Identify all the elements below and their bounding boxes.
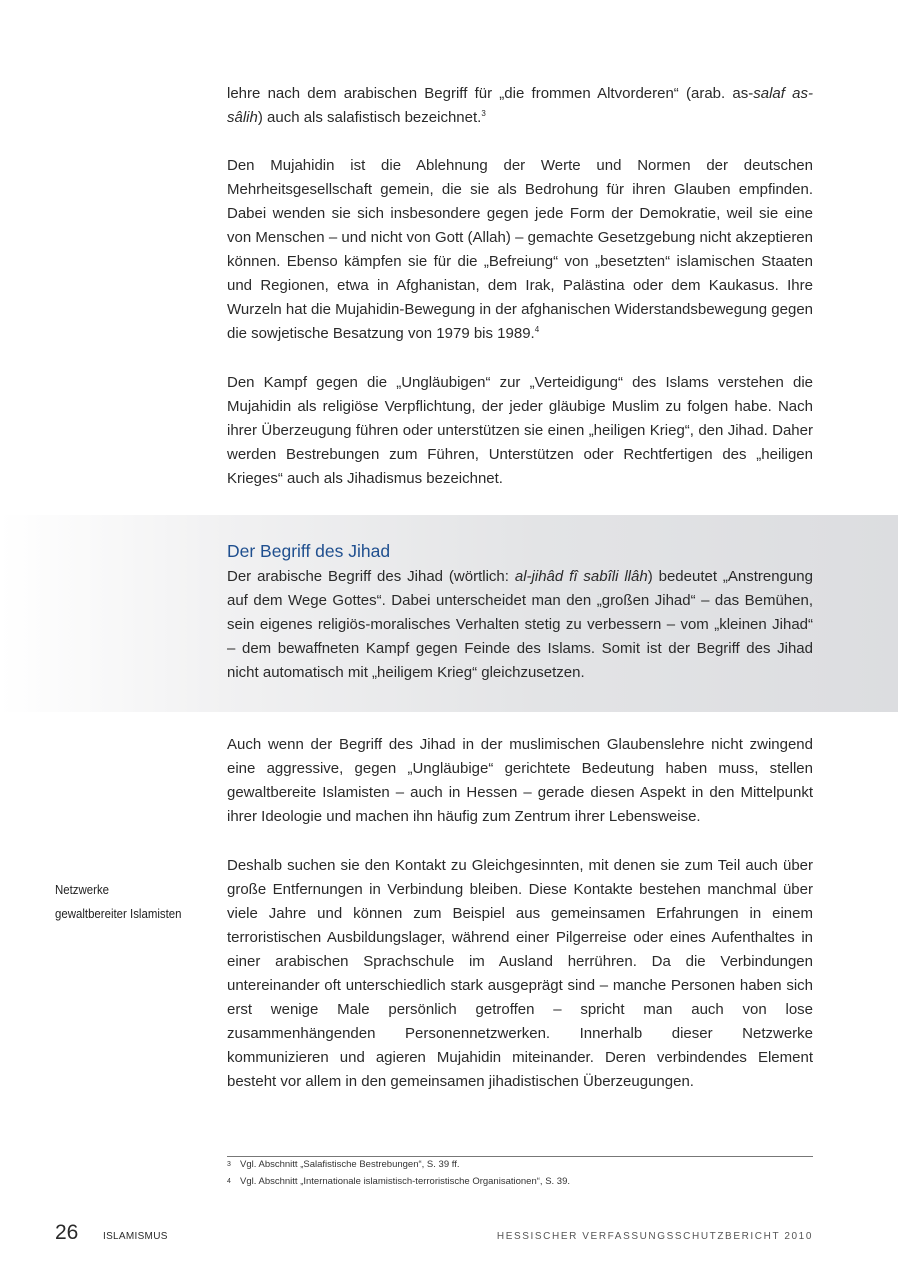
margin-note-line-1: Netzwerke [55, 882, 110, 897]
footnote-number: 4 [227, 1178, 231, 1185]
info-box-text: Der arabische Begriff des Jihad (wörtlich: al-jihâd fî sabîli llâh) bedeutet „Anstrengung auf dem Wege Gottes“. Dabei unterscheidet man den „großen Jihad“ – das Bemühen, sein eigenes religiös-moralisches Verhalten stetig zu verbessern – vom „kleinen Jihad“ – dem bewaffneten Kampf gegen Feinde des Islams. Somit ist der Begriff des Jihad nicht automatisch mit „heiligem Krieg“ gleichzusetzen. [227, 568, 813, 681]
section-label: ISLAMISMUS [103, 1231, 168, 1242]
footnote-ref-3[interactable]: 3 [481, 109, 486, 118]
footnote-3 [227, 1158, 813, 1172]
paragraph-salafist-definition: lehre nach dem arabischen Begriff für „die frommen Altvorderen“ (arab. as-salaf as-sâlih) auch als salafistisch bezeichnet.$^3$ [227, 85, 813, 126]
paragraph-jihadism: Den Kampf gegen die „Ungläubigen“ zur „Verteidigung“ des Islams verstehen die Mujahidin als religiöse Verpflichtung, der jeder gläubige Muslim zu folgen habe. Nach ihrer Überzeugung führen oder unterstützen sie einen „heiligen Krieg“, den Jihad. Daher werden Bestrebungen zum Führen, Unterstützen oder Rechtfertigen des „heiligen Krieges“ auch als Jihadismus bezeichnet. [227, 374, 813, 487]
page-number: 26 [55, 1221, 79, 1244]
footnote-text: Vgl. Abschnitt „Salafistische Bestrebungen“, S. 39 ff. [240, 1159, 460, 1170]
footnote-4 [227, 1175, 813, 1189]
footnote-divider [227, 1156, 813, 1157]
footnote-number: 3 [227, 1161, 231, 1168]
footnote-text: Vgl. Abschnitt „Internationale islamistisch-terroristische Organisationen“, S. 39. [240, 1176, 571, 1187]
margin-note-line-2: gewaltbereiter Islamisten [55, 906, 182, 921]
paragraph-mujahidin-values: Den Mujahidin ist die Ablehnung der Werte und Normen der deutschen Mehrheitsgesellschaft gemein, die sie als Bedrohung für ihren Glauben empfinden. Dabei wenden sie sich insbesondere gegen jede Form der Demokratie, weil sie eine von Menschen – und nicht von Gott (Allah) – gemachte Gesetzgebung nicht akzeptieren können. Ebenso kämpfen sie für die „Befreiung“ von „besetzten“ islamischen Staaten und Regionen, etwa in Afghanistan, dem Irak, Palästina oder dem Kaukasus. Ihre Wurzeln hat die Mujahidin-Bewegung in der afghanischen Widerstandsbewegung gegen die sowjetische Besatzung von 1979 bis 1989.$^4$ [227, 157, 813, 342]
info-box-title: Der Begriff des Jihad [227, 541, 391, 561]
paragraph-jihad-meaning: Auch wenn der Begriff des Jihad in der muslimischen Glaubenslehre nicht zwingend eine aggressive, gegen „Ungläubige“ gerichtete Bedeutung haben muss, stellen gewaltbereite Islamisten – auch in Hessen – gerade diesen Aspekt in den Mittelpunkt ihrer Ideologie und machen ihn häufig zum Zentrum ihrer Lebensweise. [227, 736, 813, 825]
footnote-ref-4[interactable]: 4 [534, 325, 540, 334]
margin-note [55, 878, 196, 926]
paragraph-networks: Deshalb suchen sie den Kontakt zu Gleichgesinnten, mit denen sie zum Teil auch über große Entfernungen in Verbindung bleiben. Diese Kontakte bestehen manchmal über viele Jahre und können zum Beispiel aus gemeinsamen Erfahrungen in einem terroristischen Ausbildungslager, während einer Pilgerreise oder eines Aufenthaltes in einer arabischen Sprachschule im Ausland herrühren. Da die Verbindungen untereinander oft unterschiedlich stark ausgeprägt sind – manche Personen haben sich erst wenige Male persönlich getroffen – spricht man auch von lose zusammenhängenden Personennetzwerken. Innerhalb dieser Netzwerke kommunizieren und agieren Mujahidin miteinander. Deren verbindendes Element besteht vor allem in den gemeinsamen jihadistischen Überzeugungen. [227, 857, 813, 1090]
report-title: HESSISCHER VERFASSUNGSSCHUTZBERICHT 2010 [496, 1231, 813, 1242]
